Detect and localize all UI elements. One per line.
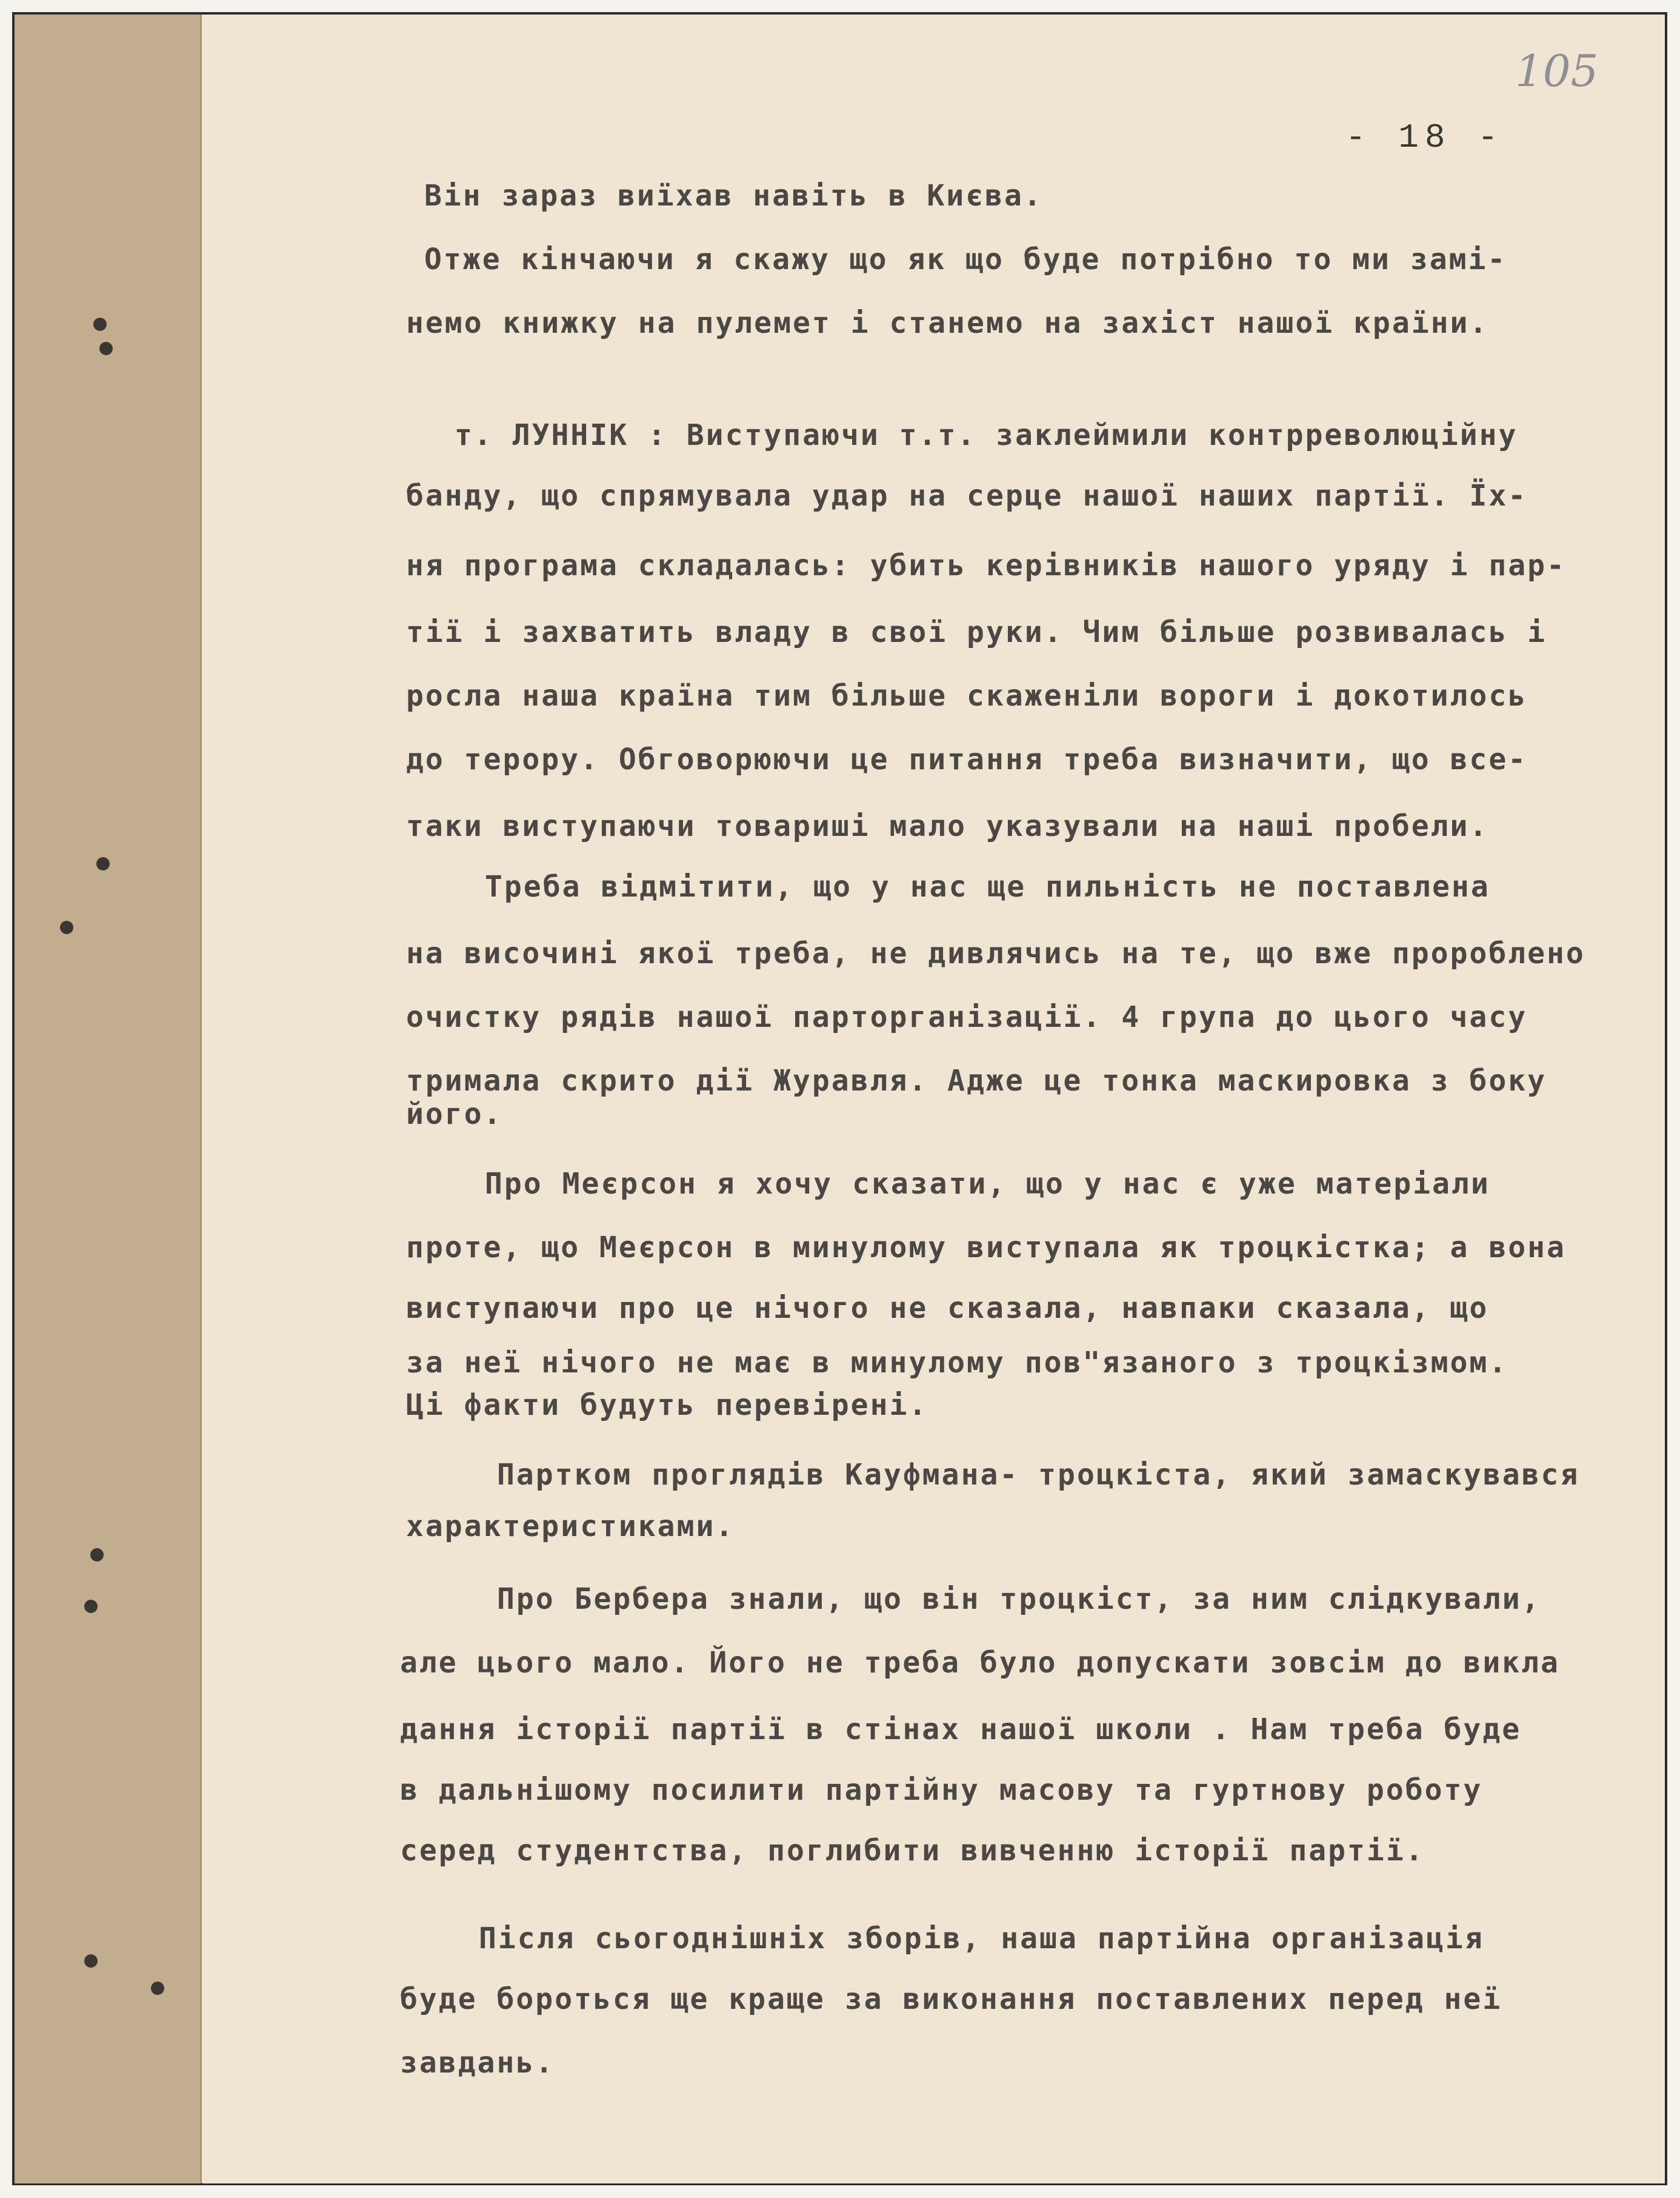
text-line: в дальнішому посилити партійну масову та гуртнову роботу [400,1773,1483,1807]
binding-hole [84,1954,98,1968]
text-line: за неї нічого не має в минулому пов"язаного з троцкізмом. [406,1346,1508,1380]
text-line: Отже кінчаючи я скажу що як що буде потрібно то ми замі- [424,242,1507,276]
text-line: Про Бербера знали, що він троцкіст, за ним слідкували, [497,1582,1541,1616]
text-line: тії і захватить владу в свої руки. Чим більше розвивалась і [406,615,1547,649]
text-line: Ці факти будуть перевірені. [406,1388,928,1422]
text-line: таки виступаючи товариші мало указували на наші пробели. [406,809,1489,843]
text-line: Він зараз виїхав навіть в Києва. [424,179,1043,213]
binding-hole [93,318,107,331]
text-line: до терору. Обговорюючи це питання треба визначити, що все- [406,743,1528,777]
text-line: буде бороться ще краще за виконання поставлених перед неї [400,1982,1502,2016]
page-number: - 18 - [1345,118,1504,157]
text-line: очистку рядів нашої парторганізації. 4 група до цього часу [406,1000,1528,1034]
binder-strip [15,15,202,2183]
text-line: виступаючи про це нічого не сказала, навпаки сказала, що [406,1291,1489,1325]
text-line: але цього мало. Його не треба було допускати зовсім до викла [400,1646,1560,1680]
text-line: Про Меєрсон я хочу сказати, що у нас є уже матеріали [485,1167,1490,1201]
text-line: дання історії партії в стінах нашої школи . Нам треба буде [400,1712,1522,1746]
text-line: банду, що спрямувала удар на серце нашої наших партії. Їх- [406,479,1528,513]
text-line: проте, що Меєрсон в минулому виступала як троцкістка; а вона [406,1231,1566,1264]
text-line: немо книжку на пулемет і станемо на захіст нашої країни. [406,306,1489,340]
text-line: Треба відмітити, що у нас ще пильність не поставлена [485,870,1490,904]
binding-hole [96,857,110,870]
binding-hole [60,921,73,934]
text-line: росла наша країна тим більше скаженіли вороги і докотилось [406,679,1528,713]
text-line: завдань. [400,2046,555,2080]
text-line: тримала скрито дії Журавля. Адже це тонка маскировка з боку [406,1064,1547,1098]
text-line: серед студентства, поглибити вивченню історії партії. [400,1834,1425,1868]
binding-hole [90,1548,104,1562]
text-line: ня програма складалась: убить керівників нашого уряду і пар- [406,549,1566,583]
text-line: т. ЛУННІК : Виступаючи т.т. заклеймили контрреволюційну [455,418,1518,452]
archive-number: 105 [1515,45,1599,96]
text-line: на височині якої треба, не дивлячись на те, що вже пророблено [406,937,1585,970]
binding-hole [84,1600,98,1613]
text-line: характеристиками. [406,1509,735,1543]
binding-hole [99,342,113,355]
text-line: Після сьогоднішніх зборів, наша партійна організація [479,1922,1484,1956]
binding-hole [151,1982,164,1995]
text-line: Партком проглядів Кауфмана- троцкіста, який замаскувався [497,1458,1580,1492]
text-line: його. [406,1097,503,1131]
